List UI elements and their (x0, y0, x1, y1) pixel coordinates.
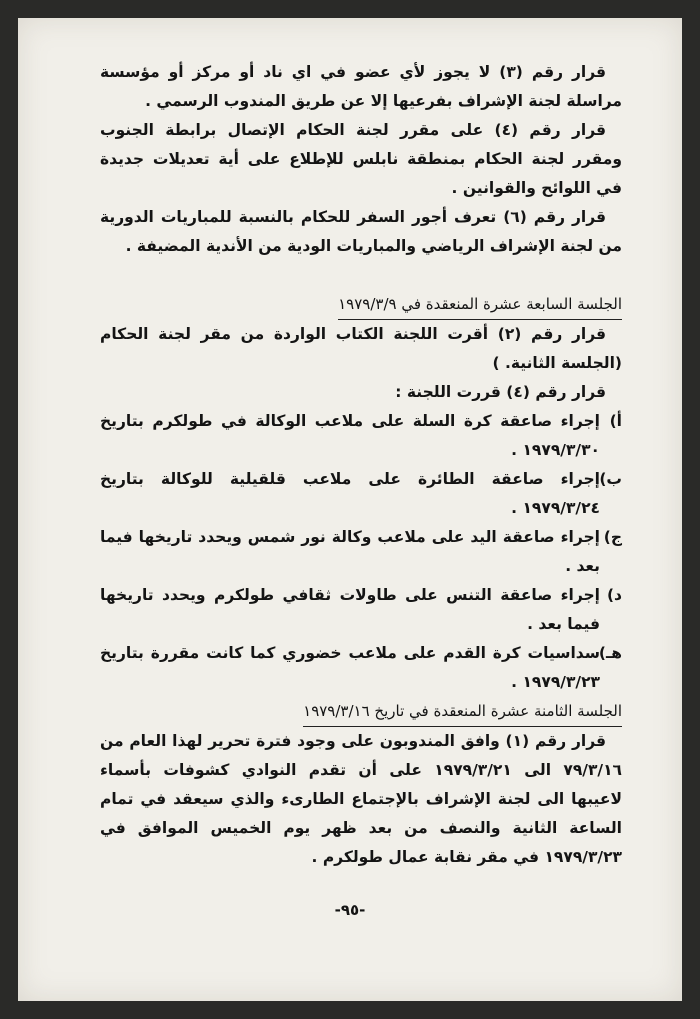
item-text: سداسيات كرة القدم على ملاعب خضوري كما كانت مقررة بتاريخ ١٩٧٩/٣/٢٣ . (100, 644, 600, 691)
session-17-heading: الجلسة السابعة عشرة المنعقدة في ١٩٧٩/٣/٩ (338, 290, 622, 320)
decision-3-paragraph: قرار رقم (٣) لا يجوز لأي عضو في اي ناد أو مركز أو مؤسسة مراسلة لجنة الإشراف بفرعيها إلا عن طريق المندوب الرسمي . (100, 63, 622, 110)
item-label: ج) (603, 528, 622, 546)
document-body (100, 58, 622, 872)
session-17-decision-4-intro: قرار رقم (٤) قررت اللجنة : (395, 383, 606, 401)
session-18-heading: الجلسة الثامنة عشرة المنعقدة في تاريخ ١٩٧٩/٣/١٦ (303, 697, 622, 727)
session-17-heading-row (100, 290, 622, 320)
session-17-item-b (100, 465, 622, 523)
session-17-item-e (100, 639, 622, 697)
document-page (18, 18, 682, 1001)
session-18-heading-row (100, 697, 622, 727)
item-label: أ) (609, 412, 622, 430)
session-17-item-a (100, 407, 622, 465)
session-17-item-c (100, 523, 622, 581)
item-text: إجراء صاعقة اليد على ملاعب وكالة نور شمس ويحدد تاريخها فيما بعد . (100, 528, 600, 575)
page-number: -٩٥- (334, 901, 366, 919)
item-text: إجراء صاعقة الطائرة على ملاعب قلقيلية للوكالة بتاريخ ١٩٧٩/٣/٢٤ . (100, 470, 600, 517)
decision-6-paragraph: قرار رقم (٦) تعرف أجور السفر للحكام بالنسبة للمباريات الدورية من لجنة الإشراف الرياضي والمباريات الودية من الأندية المضيفة . (100, 208, 622, 255)
decision-4-paragraph: قرار رقم (٤) على مقرر لجنة الحكام الإتصال برابطة الجنوب ومقرر لجنة الحكام بمنطقة نابلس للإطلاع على أية تعديلات جديدة في اللوائح والقوانين . (100, 121, 622, 197)
session-17-item-d (100, 581, 622, 639)
item-label: هـ) (598, 644, 622, 662)
session-17-decision-2: قرار رقم (٢) أقرت اللجنة الكتاب الواردة من مقر لجنة الحكام (الجلسة الثانية. ) (100, 325, 622, 372)
item-text: إجراء صاعقة كرة السلة على ملاعب الوكالة في طولكرم بتاريخ ١٩٧٩/٣/٣٠ . (100, 412, 600, 459)
item-label: ب) (599, 470, 622, 488)
item-text: إجراء صاعقة التنس على طاولات ثقافي طولكرم ويحدد تاريخها فيما بعد . (100, 586, 600, 633)
item-label: د) (606, 586, 622, 604)
session-18-decision-1: قرار رقم (١) وافق المندوبون على وجود فترة تحرير لهذا العام من ٧٩/٣/١٦ الى ١٩٧٩/٣/٢١ على أن تقدم النوادي كشوفات بأسماء لاعيبها الى لجنة الإشراف بالإجتماع الطارىء والذي سيعقد في تمام الساعة الثانية والنصف من بعد ظهر يوم الخميس الموافق في ١٩٧٩/٣/٢٣ في مقر نقابة عمال طولكرم . (100, 732, 622, 866)
